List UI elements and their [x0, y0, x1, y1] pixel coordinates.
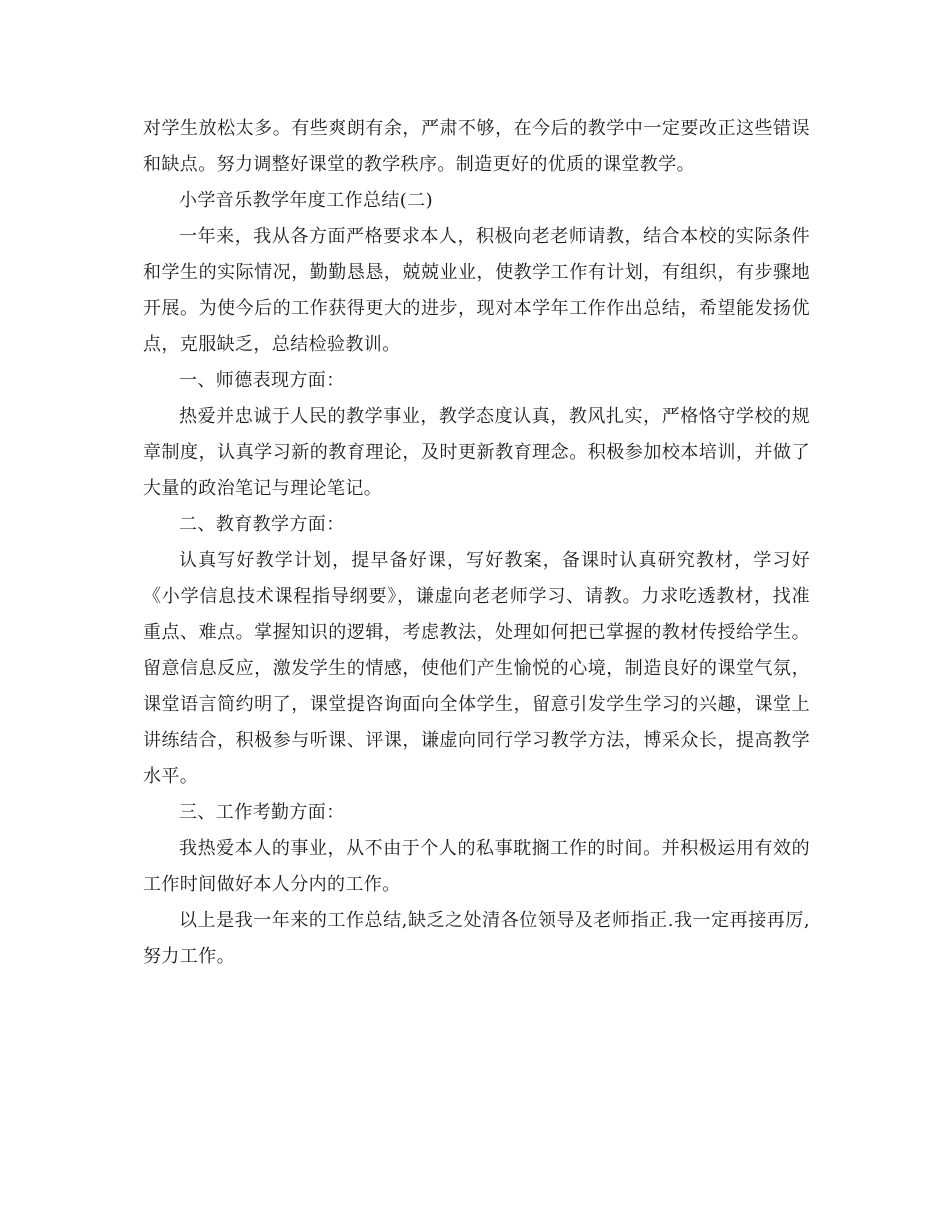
paragraph-teaching: 认真写好教学计划，提早备好课，写好教案，备课时认真研究教材，学习好《小学信息技术课程指导纲要》，谦虚向老老师学习、请教。力求吃透教材，找准重点、难点。掌握知识的逻辑，考虑教法，处理如何把已掌握的教材传授给学生。留意信息反应，激发学生的情感，使他们产生愉悦的心境，制造良好的课堂气氛，课堂语言简约明了，课堂提咨询面向全体学生，留意引发学生学习的兴趣，课堂上讲练结合，积极参与听课、评课，谦虚向同行学习教学方法，博采众长，提高教学水平。 — [143, 550, 810, 787]
heading-teaching: 二、教育教学方面： — [179, 514, 345, 535]
heading-ethics: 一、师德表现方面： — [179, 370, 345, 391]
heading-attendance: 三、工作考勤方面： — [179, 802, 345, 823]
paragraph-continuation: 对学生放松太多。有些爽朗有余，严肃不够，在今后的教学中一定要改正这些错误和缺点。努力调整好课堂的教学秩序。制造更好的优质的课堂教学。 — [143, 118, 810, 175]
section-title: 小学音乐教学年度工作总结(二) — [179, 190, 434, 211]
paragraph-ethics: 热爱并忠诚于人民的教学事业，教学态度认真，教风扎实，严格恪守学校的规章制度，认真学习新的教育理论，及时更新教育理念。积极参加校本培训，并做了大量的政治笔记与理论笔记。 — [143, 406, 810, 499]
document-body — [143, 111, 810, 975]
paragraph-conclusion: 以上是我一年来的工作总结,缺乏之处清各位领导及老师指正.我一定再接再厉,努力工作。 — [143, 910, 810, 967]
paragraph-intro: 一年来，我从各方面严格要求本人，积极向老老师请教，结合本校的实际条件和学生的实际情况，勤勤恳恳，兢兢业业，使教学工作有计划，有组织，有步骤地开展。为使今后的工作获得更大的进步，现对本学年工作作出总结，希望能发扬优点，克服缺乏，总结检验教训。 — [143, 226, 810, 355]
paragraph-attendance: 我热爱本人的事业，从不由于个人的私事耽搁工作的时间。并积极运用有效的工作时间做好本人分内的工作。 — [143, 838, 810, 895]
